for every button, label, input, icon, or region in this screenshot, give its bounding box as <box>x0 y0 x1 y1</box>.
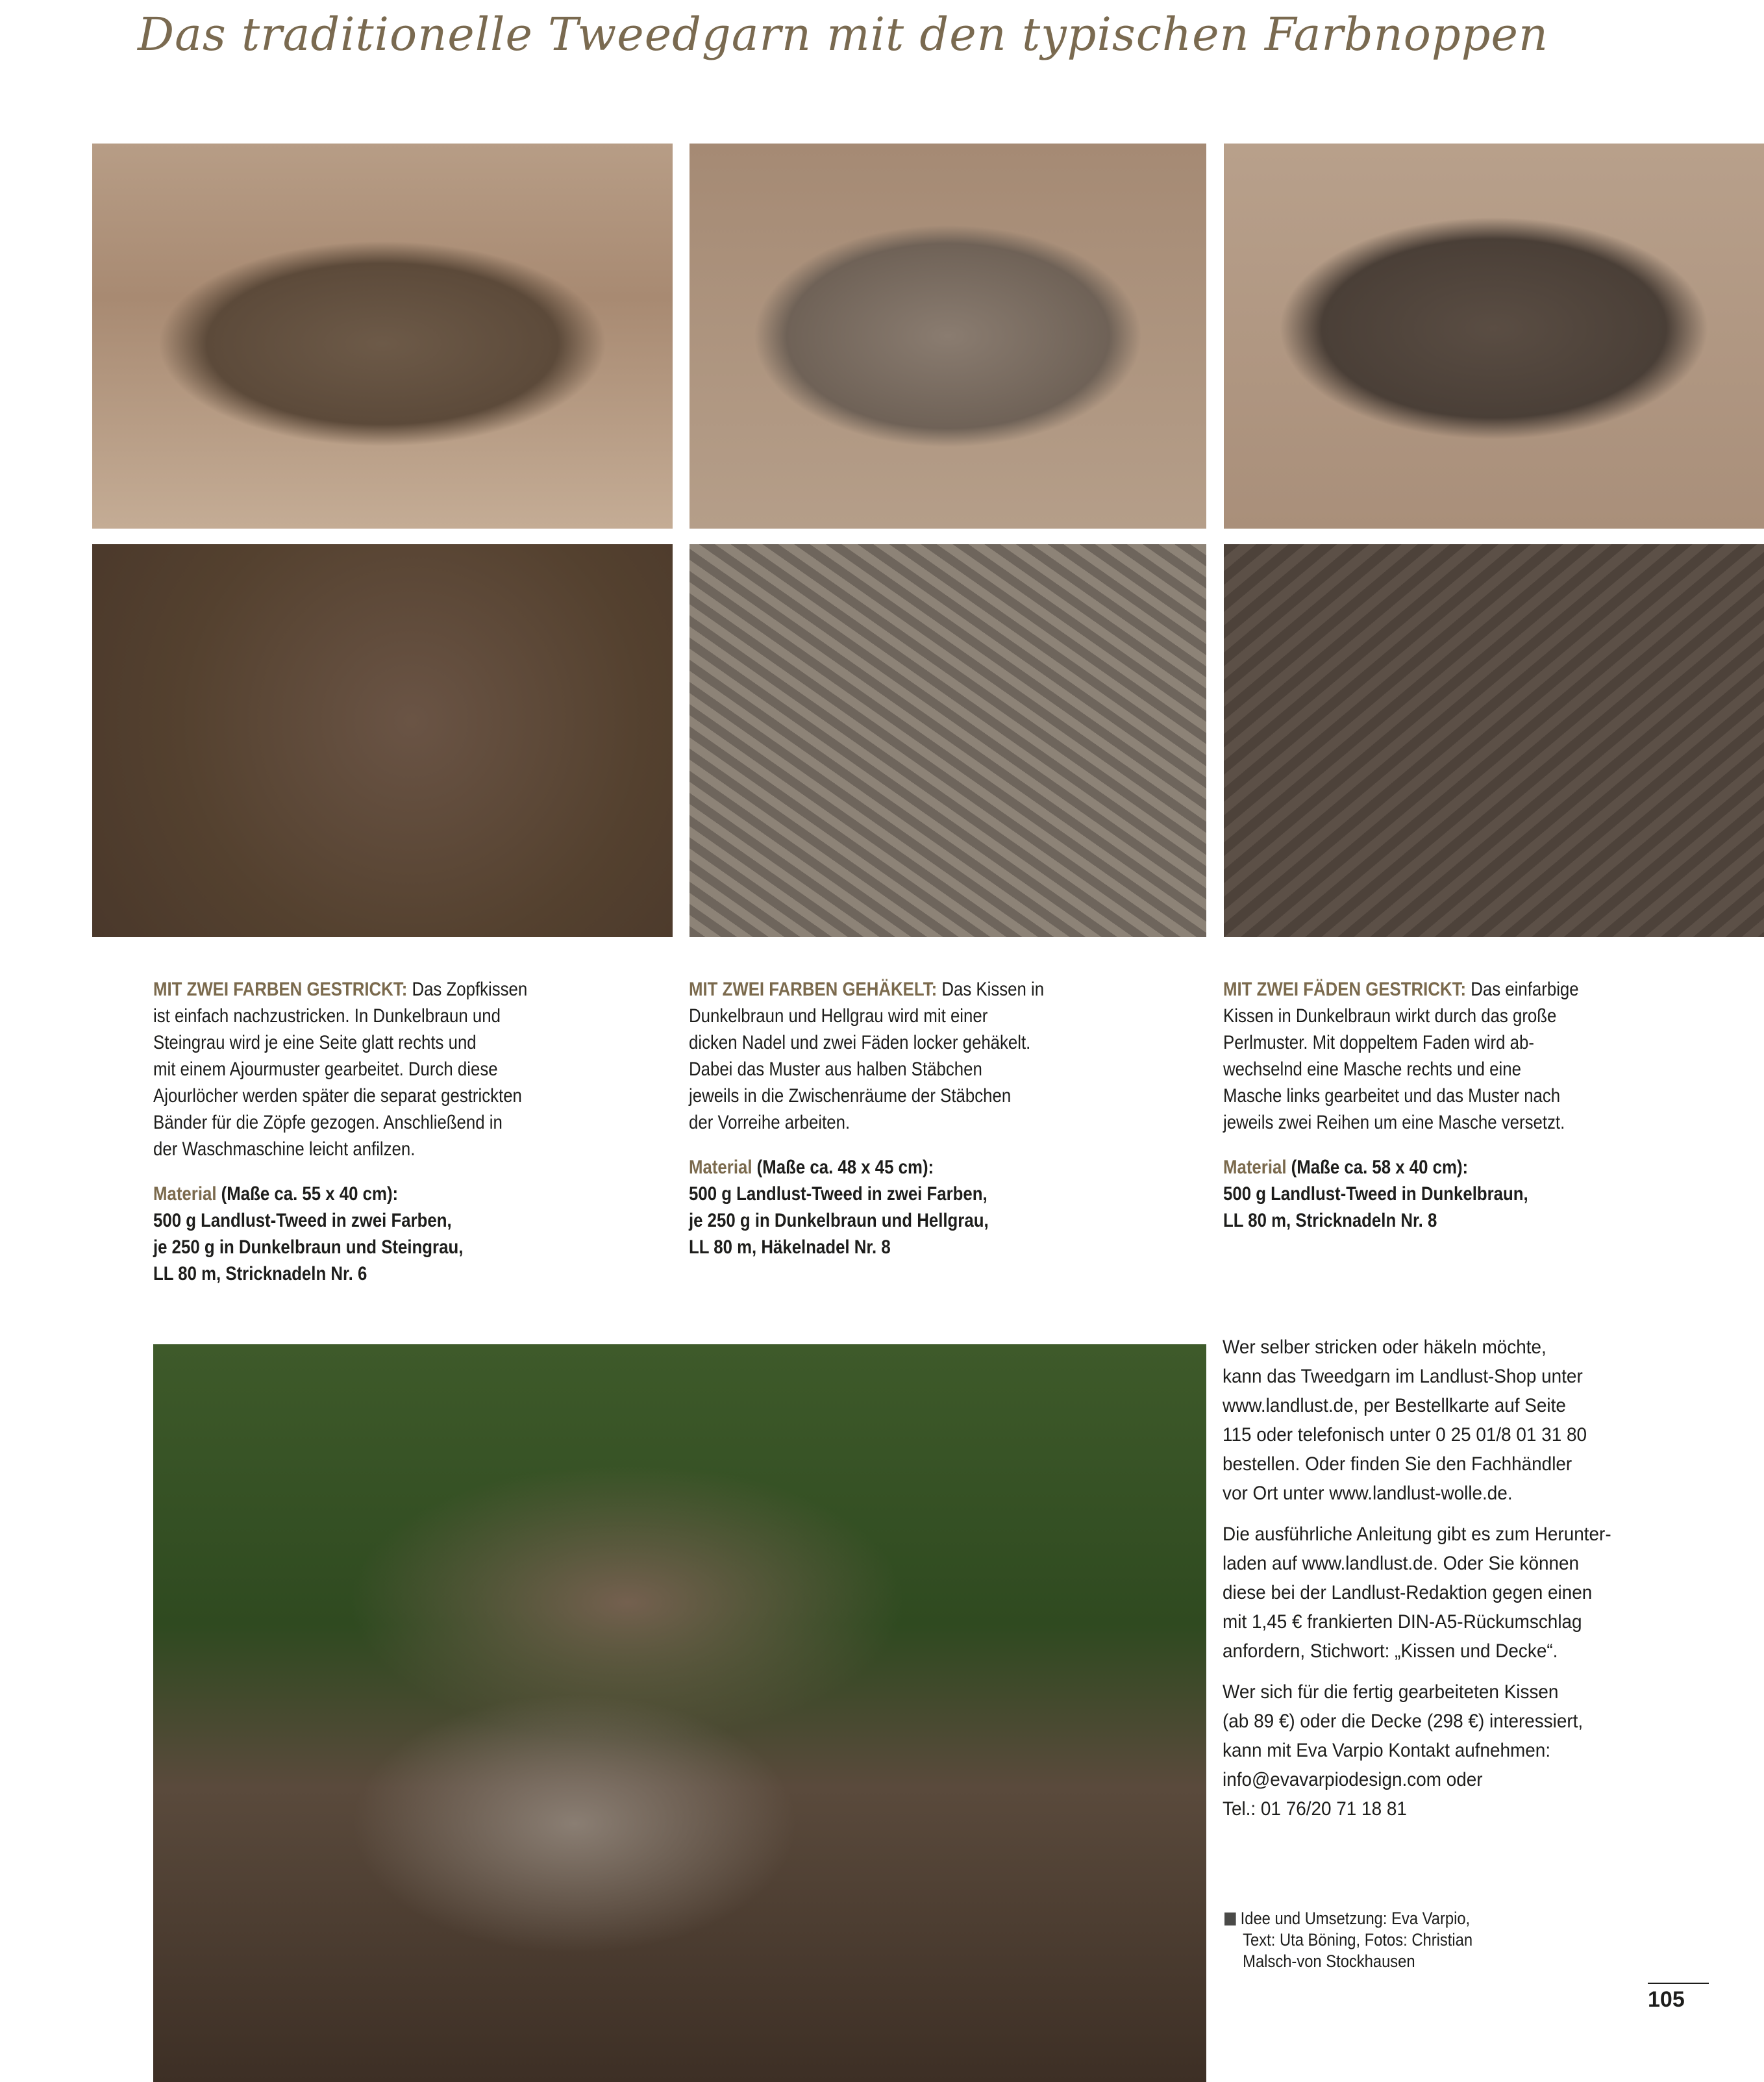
text-line: der Waschmaschine leicht anfilzen. <box>153 1138 416 1160</box>
text-line: Das Kissen in <box>937 979 1045 1000</box>
photo-cable-pillow <box>92 144 673 529</box>
photo-crochet-closeup <box>689 544 1206 937</box>
side-line: kann mit Eva Varpio Kontakt aufnehmen: <box>1223 1740 1551 1761</box>
side-line: vor Ort unter www.landlust-wolle.de. <box>1223 1483 1513 1504</box>
text-line: Ajourlöcher werden später die separat gestrickten <box>153 1085 522 1107</box>
photo-crochet-pillow <box>689 144 1206 529</box>
text-line: jeweils zwei Reihen um eine Masche versetzt. <box>1223 1112 1565 1133</box>
photo-seed-stitch-pillow <box>1224 144 1764 529</box>
material-line: 500 g Landlust-Tweed in zwei Farben, <box>153 1210 452 1231</box>
order-info <box>1223 1333 1645 1835</box>
credit-line: Malsch-von Stockhausen <box>1243 1951 1415 1971</box>
side-line: bestellen. Oder finden Sie den Fachhändler <box>1223 1453 1572 1475</box>
material-line: LL 80 m, Stricknadeln Nr. 8 <box>1223 1210 1437 1231</box>
text-line: Perlmuster. Mit doppeltem Faden wird ab- <box>1223 1032 1534 1053</box>
material-line: je 250 g in Dunkelbraun und Steingrau, <box>153 1236 464 1258</box>
material-line: (Maße ca. 48 x 45 cm): <box>752 1157 934 1178</box>
side-line: Die ausführliche Anleitung gibt es zum Herunter- <box>1223 1524 1611 1545</box>
material-line: 500 g Landlust-Tweed in zwei Farben, <box>689 1183 988 1205</box>
photo-cable-closeup <box>92 544 673 937</box>
side-line: mit 1,45 € frankierten DIN-A5-Rückumschlag <box>1223 1611 1582 1633</box>
text-line: dicken Nadel und zwei Fäden locker gehäkelt. <box>689 1032 1031 1053</box>
text-line: Dabei das Muster aus halben Stäbchen <box>689 1059 982 1080</box>
material-line: (Maße ca. 58 x 40 cm): <box>1286 1157 1469 1178</box>
text-line: Bänder für die Zöpfe gezogen. Anschließend in <box>153 1112 503 1133</box>
text-line: Das Zopfkissen <box>407 979 528 1000</box>
material-line: je 250 g in Dunkelbraun und Hellgrau, <box>689 1210 989 1231</box>
text-line: Das einfarbige <box>1466 979 1579 1000</box>
text-line: mit einem Ajourmuster gearbeitet. Durch diese <box>153 1059 498 1080</box>
side-line: Wer selber stricken oder häkeln möchte, <box>1223 1336 1547 1358</box>
photo-pillows-and-blanket <box>153 1344 1206 2082</box>
page-number: 105 <box>1648 1987 1685 2012</box>
side-line: Wer sich für die fertig gearbeiteten Kissen <box>1223 1681 1559 1703</box>
text-line: Dunkelbraun und Hellgrau wird mit einer <box>689 1005 988 1027</box>
credits <box>1224 1908 1472 1972</box>
side-line: diese bei der Landlust-Redaktion gegen einen <box>1223 1582 1593 1603</box>
text-line: Masche links gearbeitet und das Muster nach <box>1223 1085 1561 1107</box>
side-line: kann das Tweedgarn im Landlust-Shop unter <box>1223 1366 1583 1387</box>
square-bullet-icon <box>1224 1913 1236 1925</box>
column-head: MIT ZWEI FARBEN GESTRICKT: <box>153 979 408 1000</box>
material-label: Material <box>153 1183 217 1205</box>
side-line: www.landlust.de, per Bestellkarte auf Seite <box>1223 1395 1566 1416</box>
column-text-2 <box>689 976 1113 1260</box>
material-line: (Maße ca. 55 x 40 cm): <box>216 1183 399 1205</box>
column-text-3 <box>1223 976 1648 1234</box>
column-head: MIT ZWEI FARBEN GEHÄKELT: <box>689 979 938 1000</box>
side-line: anfordern, Stichwort: „Kissen und Decke“. <box>1223 1640 1558 1662</box>
text-line: wechselnd eine Masche rechts und eine <box>1223 1059 1521 1080</box>
credit-line: Text: Uta Böning, Fotos: Christian <box>1243 1930 1473 1950</box>
material-line: 500 g Landlust-Tweed in Dunkelbraun, <box>1223 1183 1528 1205</box>
side-line: Tel.: 01 76/20 71 18 81 <box>1223 1798 1407 1820</box>
page-number-rule <box>1648 1983 1709 1984</box>
text-line: der Vorreihe arbeiten. <box>689 1112 851 1133</box>
photo-seed-stitch-closeup <box>1224 544 1764 937</box>
text-line: ist einfach nachzustricken. In Dunkelbraun und <box>153 1005 501 1027</box>
text-line: jeweils in die Zwischenräume der Stäbchen <box>689 1085 1012 1107</box>
credit-line: Idee und Umsetzung: Eva Varpio, <box>1240 1909 1471 1928</box>
material-label: Material <box>689 1157 752 1178</box>
side-line: (ab 89 €) oder die Decke (298 €) interessiert, <box>1223 1711 1584 1732</box>
text-line: Kissen in Dunkelbraun wirkt durch das große <box>1223 1005 1557 1027</box>
side-line: laden auf www.landlust.de. Oder Sie können <box>1223 1553 1580 1574</box>
page-headline: Das traditionelle Tweedgarn mit den typischen Farbnoppen <box>137 8 1549 61</box>
material-line: LL 80 m, Häkelnadel Nr. 8 <box>689 1236 891 1258</box>
material-line: LL 80 m, Stricknadeln Nr. 6 <box>153 1263 367 1285</box>
text-line: Steingrau wird je eine Seite glatt rechts und <box>153 1032 477 1053</box>
material-label: Material <box>1223 1157 1287 1178</box>
column-head: MIT ZWEI FÄDEN GESTRICKT: <box>1223 979 1467 1000</box>
column-text-1 <box>153 976 578 1287</box>
side-line: 115 oder telefonisch unter 0 25 01/8 01 31 80 <box>1223 1424 1587 1446</box>
side-line: info@evavarpiodesign.com oder <box>1223 1769 1483 1790</box>
